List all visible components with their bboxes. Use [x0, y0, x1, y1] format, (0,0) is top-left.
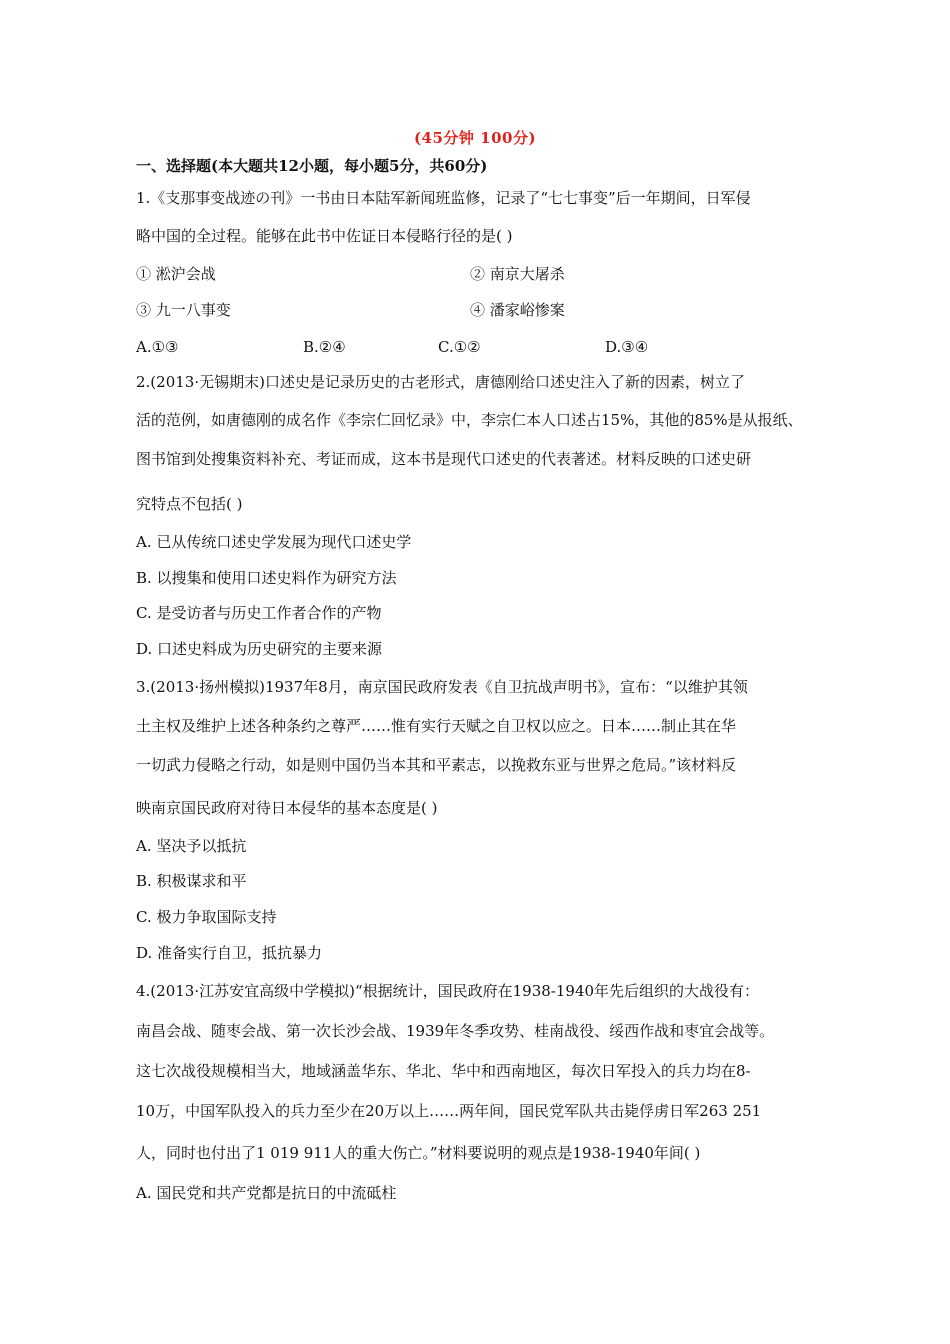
q4-stem-line-3: 这七次战役规模相当大，地域涵盖华东、华北、华中和西南地区，每次日军投入的兵力均在8-: [136, 1062, 751, 1080]
q2-choice-c[interactable]: C. 是受访者与历史工作者合作的产物: [136, 604, 382, 622]
q1-item-1: ① 淞沪会战: [136, 265, 216, 283]
q4-stem-line-4: 10万，中国军队投入的兵力至少在20万以上……两年间，国民党军队共击毙俘虏日军263 251: [136, 1102, 762, 1120]
q4-stem-line-5: 人，同时也付出了1 019 911人的重大伤亡。”材料要说明的观点是1938-1940年间( ): [136, 1144, 701, 1162]
q3-stem-line-4: 映南京国民政府对待日本侵华的基本态度是( ): [136, 799, 438, 817]
q4-stem-line-1: 4.(2013·江苏安宜高级中学模拟)“根据统计，国民政府在1938-1940年先后组织的大战役有：: [136, 982, 760, 1000]
q1-stem-line-1: 1.《支那事变战迹の刊》一书由日本陆军新闻班监修，记录了“七七事变”后一年期间，日军侵: [136, 189, 751, 207]
q2-choice-b[interactable]: B. 以搜集和使用口述史料作为研究方法: [136, 569, 397, 587]
exam-time-score: (45分钟 100分): [413, 129, 537, 147]
q2-choice-a[interactable]: A. 已从传统口述史学发展为现代口述史学: [136, 533, 412, 551]
q3-stem-line-1: 3.(2013·扬州模拟)1937年8月，南京国民政府发表《自卫抗战声明书》，宣布：“以维护其领: [136, 678, 748, 696]
q1-choice-d[interactable]: D.③④: [605, 338, 649, 356]
q1-item-3: ③ 九一八事变: [136, 301, 231, 319]
q3-choice-b[interactable]: B. 积极谋求和平: [136, 872, 247, 890]
q4-stem-line-2: 南昌会战、随枣会战、第一次长沙会战、1939年冬季攻势、桂南战役、绥西作战和枣宜会战等。: [136, 1022, 775, 1040]
q2-stem-line-4: 究特点不包括( ): [136, 495, 243, 513]
q2-choice-d[interactable]: D. 口述史料成为历史研究的主要来源: [136, 640, 383, 658]
q2-stem-line-1: 2.(2013·无锡期末)口述史是记录历史的古老形式，唐德刚给口述史注入了新的因素，树立了: [136, 373, 745, 391]
q3-choice-d[interactable]: D. 准备实行自卫，抵抗暴力: [136, 944, 323, 962]
q3-stem-line-2: 土主权及维护上述各种条约之尊严……惟有实行天赋之自卫权以应之。日本……制止其在华: [136, 717, 737, 735]
q1-stem-line-2: 略中国的全过程。能够在此书中佐证日本侵略行径的是( ): [136, 227, 513, 245]
q2-stem-line-2: 活的范例，如唐德刚的成名作《李宗仁回忆录》中，李宗仁本人口述占15%，其他的85%是从报纸、: [136, 411, 803, 429]
q1-choice-c[interactable]: C.①②: [438, 338, 481, 356]
q3-choice-c[interactable]: C. 极力争取国际支持: [136, 908, 277, 926]
q1-item-2: ② 南京大屠杀: [470, 265, 565, 283]
q2-stem-line-3: 图书馆到处搜集资料补充、考证而成，这本书是现代口述史的代表著述。材料反映的口述史研: [136, 450, 752, 468]
q1-choice-a[interactable]: A.①③: [136, 338, 179, 356]
section-heading: 一、选择题(本大题共12小题，每小题5分，共60分): [136, 157, 488, 175]
q1-choice-b[interactable]: B.②④: [303, 338, 346, 356]
q4-choice-a[interactable]: A. 国民党和共产党都是抗日的中流砥柱: [136, 1184, 397, 1202]
q1-item-4: ④ 潘家峪惨案: [470, 301, 565, 319]
q3-choice-a[interactable]: A. 坚决予以抵抗: [136, 837, 247, 855]
q3-stem-line-3: 一切武力侵略之行动，如是则中国仍当本其和平素志，以挽救东亚与世界之危局。”该材料反: [136, 756, 737, 774]
